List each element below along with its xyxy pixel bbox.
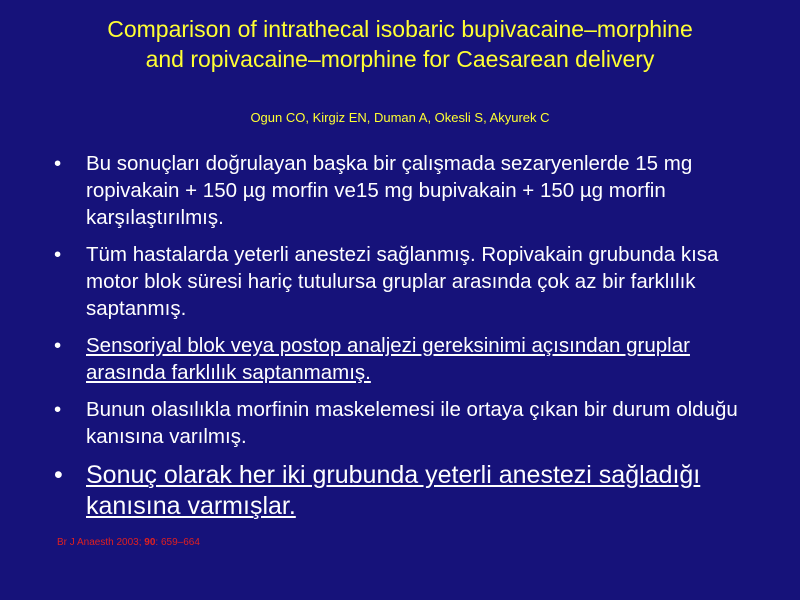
slide-title — [20, 14, 780, 74]
bullet-dot-icon: • — [54, 152, 62, 175]
citation — [57, 537, 200, 548]
authors-line: Ogun CO, Kirgiz EN, Duman A, Okesli S, Akyurek C — [250, 110, 550, 125]
title-line-2: and ropivacaine–morphine for Caesarean delivery — [145, 46, 655, 72]
bullet-item-conclusion — [50, 460, 740, 522]
bullet-dot-icon: • — [54, 243, 62, 266]
bullet-item — [50, 241, 740, 322]
bullet-list — [50, 150, 740, 532]
bullet-item — [50, 150, 740, 231]
citation-pages: : 659–664 — [155, 537, 200, 548]
bullet-dot-icon: • — [54, 334, 62, 357]
bullet-text: Sonuç olarak her iki grubunda yeterli anestezi sağladığı kanısına varmışlar. — [86, 461, 701, 520]
bullet-text: Tüm hastalarda yeterli anestezi sağlanmış. Ropivakain grubunda kısa motor blok süresi hariç tutulursa gruplar arasında çok az bir farklılık saptanmış. — [86, 243, 719, 320]
bullet-text: Bu sonuçları doğrulayan başka bir çalışmada sezaryenlerde 15 mg ropivakain + 150 µg morfin ve15 mg bupivakain + 150 µg morfin karşılaştırılmış. — [86, 152, 693, 229]
title-line-1: Comparison of intrathecal isobaric bupivacaine–morphine — [107, 16, 693, 42]
bullet-text: Bunun olasılıkla morfinin maskelemesi ile ortaya çıkan bir durum olduğu kanısına varılmış. — [86, 398, 738, 448]
citation-volume: 90 — [144, 537, 156, 548]
bullet-dot-icon: • — [54, 461, 63, 489]
bullet-text: Sensoriyal blok veya postop analjezi gereksinimi açısından gruplar arasında farklılık saptanmamış. — [86, 334, 690, 384]
bullet-item — [50, 332, 740, 386]
bullet-dot-icon: • — [54, 398, 62, 421]
citation-journal: Br J Anaesth 2003; — [57, 537, 145, 548]
bullet-item — [50, 396, 740, 450]
